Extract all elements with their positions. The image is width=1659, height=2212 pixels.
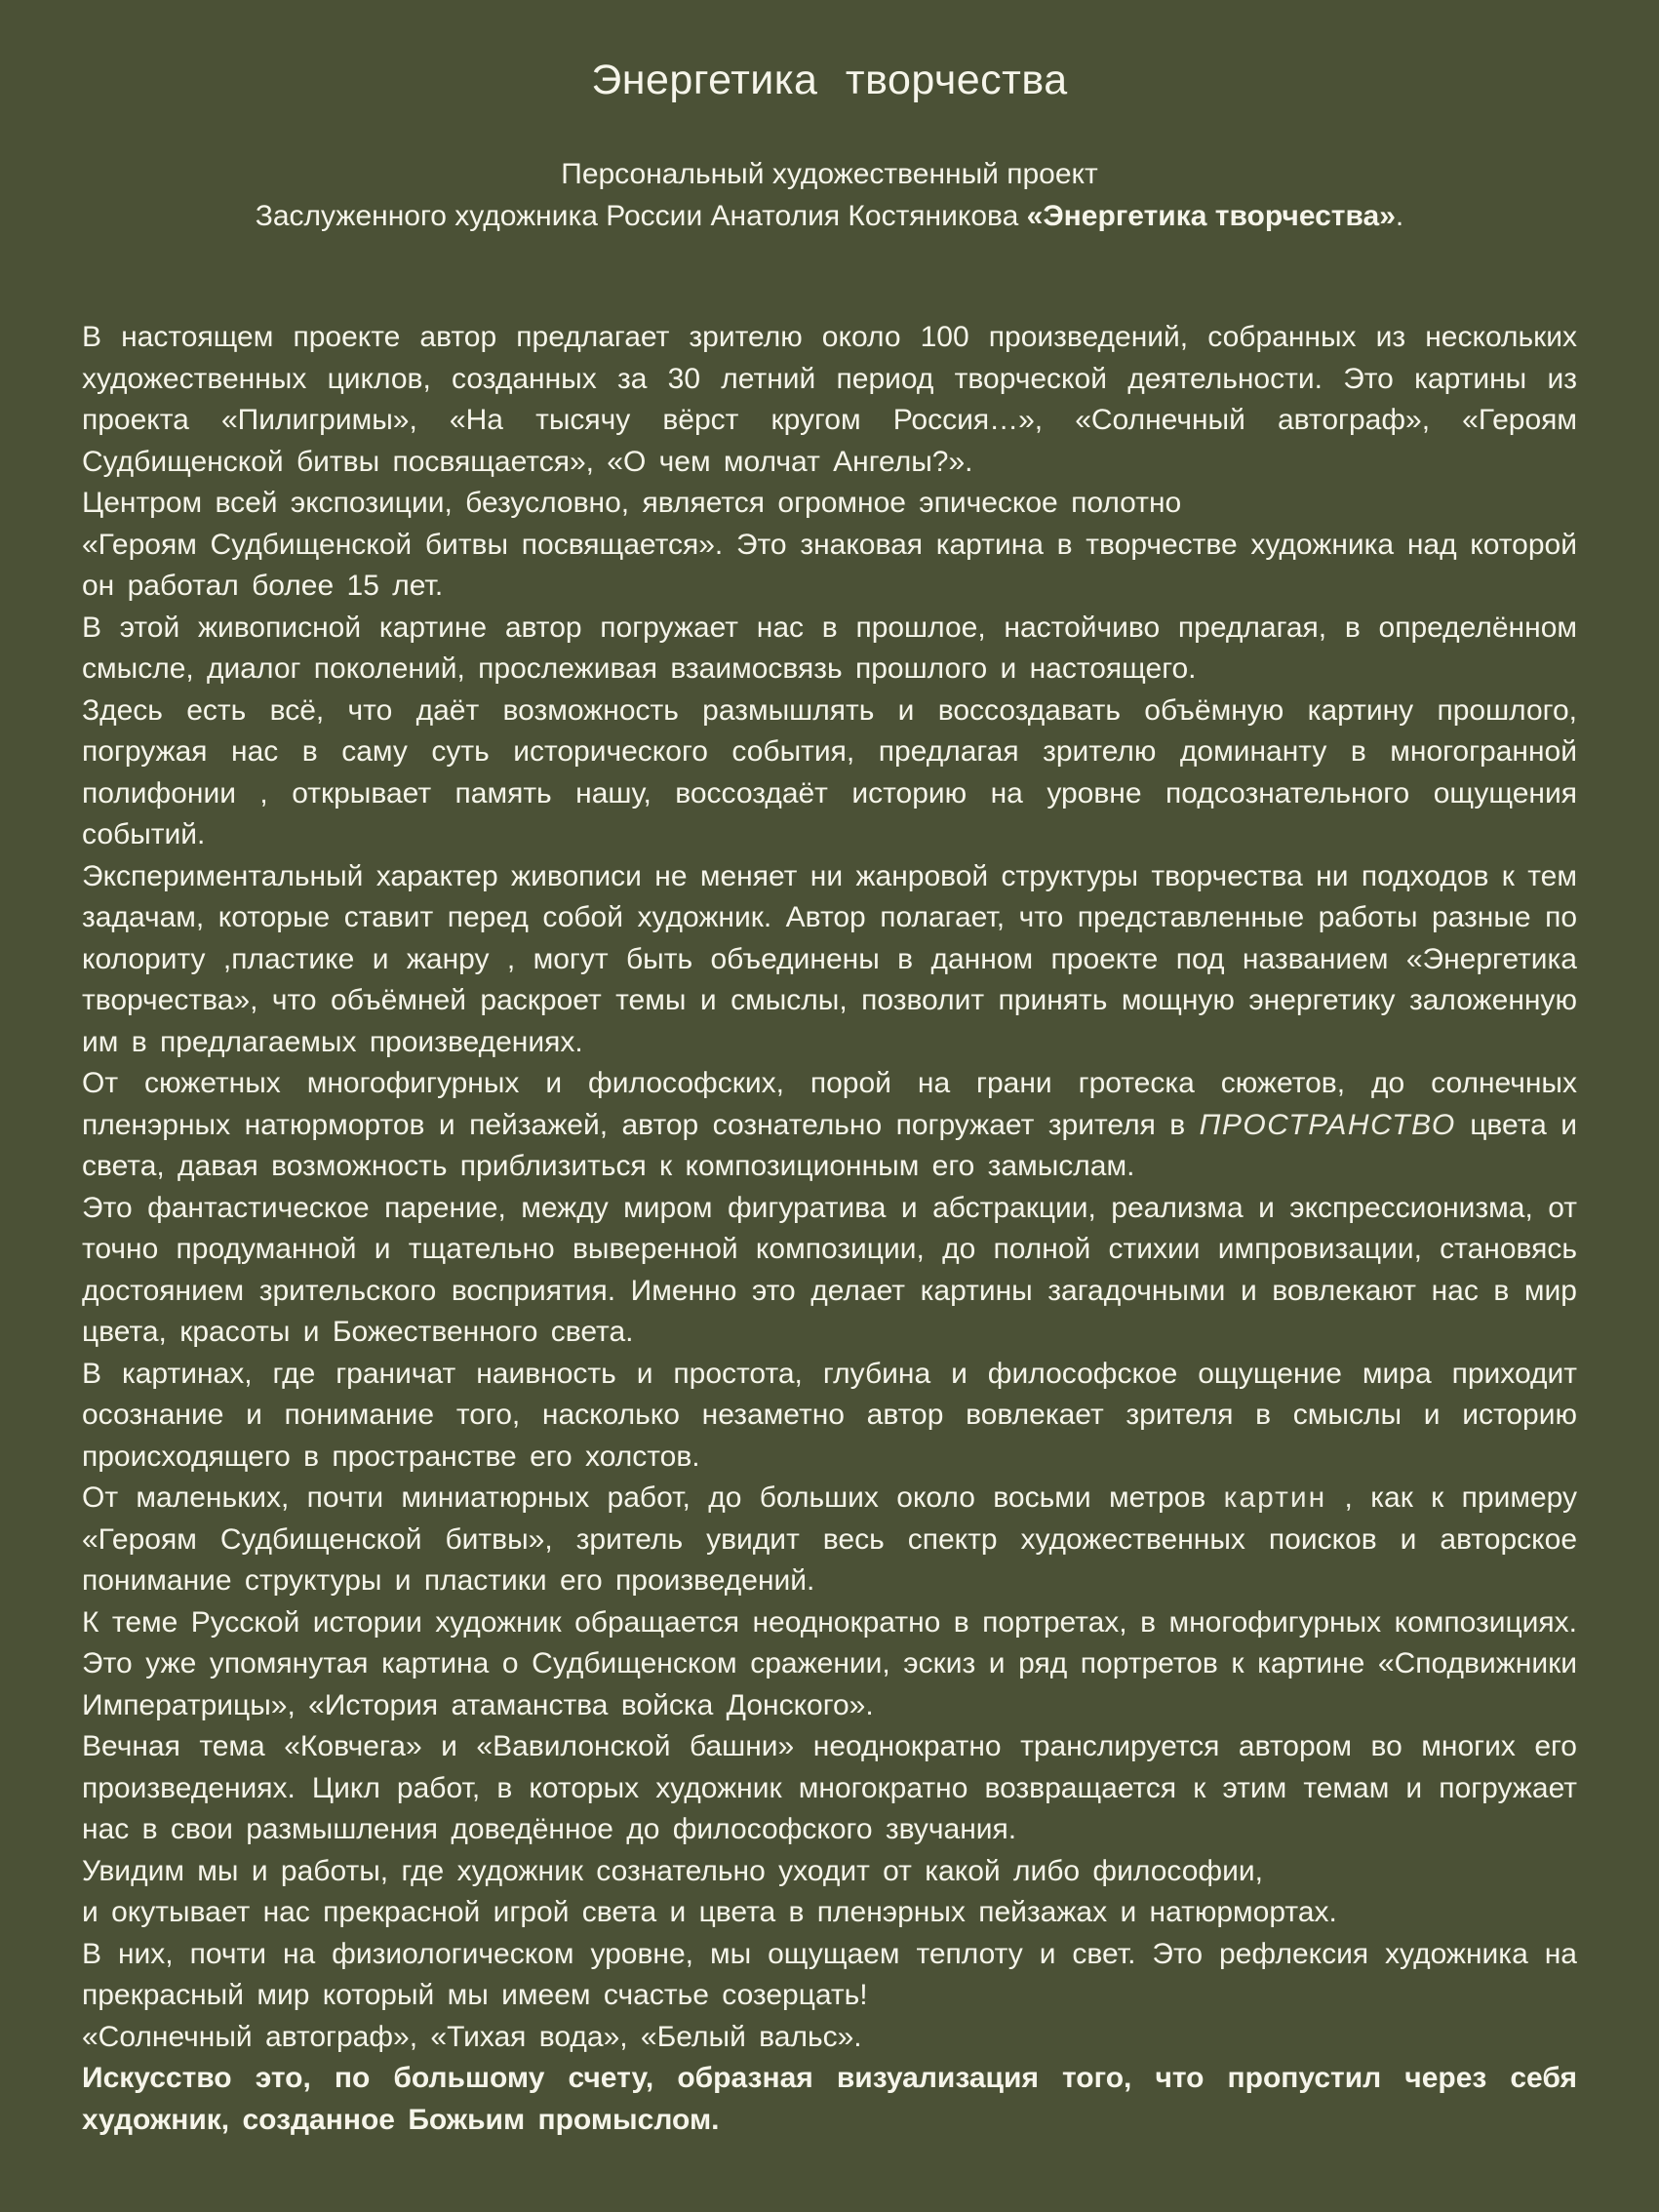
text-segment: Экспериментальный характер живописи не меняет ни жанровой структуры творчества ни подходов к тем задачам, которые ставит перед собой художник. Автор полагает, что представленные работы разные по колориту ,пластике и жанру , могут быть объединены в данном проекте под названием «Энергетика творчества», что объёмней раскроет темы и смыслы, позволит принять мощную энергетику заложенную им в предлагаемых произведениях. [82, 859, 1577, 1058]
text-segment: Это фантастическое парение, между миром фигуратива и абстракции, реализма и экспрессионизма, от точно продуманной и тщательно выверенной композиции, до полной стихии импровизации, становясь достоянием зрительского восприятия. Именно это делает картины загадочными и вовлекают нас в мир цвета, красоты и Божественного света. [82, 1191, 1577, 1348]
body-paragraph [82, 856, 1577, 1064]
body-paragraph [82, 1851, 1577, 1893]
body-paragraph [82, 691, 1577, 856]
body-paragraph [82, 1478, 1577, 1602]
text-segment: От сюжетных многофигурных и философских, порой на грани гротеска сюжетов, до солнечных пленэрных натюрмортов и пейзажей, автор сознательно погружает зрителя в [82, 1067, 1577, 1141]
page-title: Энергетика творчества [591, 57, 1068, 103]
text-segment: Здесь есть всё, что даёт возможность размышлять и воссоздавать объёмную картину прошлого, погружая нас в саму суть исторического события, предлагая зрителю доминанту в многогранной полифонии , открывает память нашу, воссоздаёт историю на уровне подсознательного ощущения событий. [82, 693, 1577, 850]
body-paragraph [82, 317, 1577, 483]
text-segment: «Солнечный автограф», «Тихая вода», «Белый вальс». [82, 2020, 862, 2053]
text-segment: ПРОСТРАНСТВО [1199, 1108, 1456, 1141]
body-paragraph [82, 2017, 1577, 2059]
text-segment: Искусство это, по большому счету, образная визуализация того, что пропустил через себя художник, созданное Божьим промыслом. [82, 2062, 1577, 2136]
text-segment: Вечная тема «Ковчега» и «Вавилонской башни» неоднократно транслируется автором во многих его произведениях. Цикл работ, в которых художник многократно возвращается к этим темам и погружает нас в свои размышления доведённое до философского звучания. [82, 1730, 1577, 1845]
body-paragraph [82, 1188, 1577, 1354]
text-segment: К теме Русской истории художник обращается неоднократно в портретах, в многофигурных композициях. Это уже упомянутая картина о Судбищенском сражении, эскиз и ряд портретов к картине «Сподвижники Императрицы», «История атаманства войска Донского». [82, 1605, 1577, 1721]
body-paragraph [82, 483, 1577, 525]
body-paragraph [82, 1602, 1577, 1727]
text-segment: Заслуженного художника России Анатолия Костяникова [255, 200, 1027, 232]
body-paragraph [82, 1934, 1577, 2017]
text-segment: В них, почти на физиологическом уровне, мы ощущаем теплоту и свет. Это рефлексия художника на прекрасный мир который мы имеем счастье созерцать! [82, 1937, 1577, 2011]
text-segment: «Энергетика творчества» [1026, 200, 1396, 232]
text-segment: От маленьких, почти миниатюрных работ, до больших около восьми метров [82, 1481, 1224, 1514]
text-segment: В настоящем проекте автор предлагает зрителю около 100 произведений, собранных из нескольких художественных циклов, созданных за 30 летний период творческой деятельности. Это картины из проекта «Пилигримы», «На тысячу вёрст кругом Россия…», «Солнечный автограф», «Героям Судбищенской битвы посвящается», «О чем молчат Ангелы?». [82, 321, 1577, 478]
document-body [82, 317, 1577, 2141]
text-segment: В картинах, где граничат наивность и простота, глубина и философское ощущение мира приходит осознание и понимание того, насколько незаметно автор вовлекает зрителя в смыслы и историю происходящего в пространстве его холстов. [82, 1357, 1577, 1473]
text-segment: «Героям Судбищенской битвы посвящается». Это знаковая картина в творчестве художника над которой он работал более 15 лет. [82, 528, 1577, 602]
text-segment: В этой живописной картине автор погружает нас в прошлое, настойчиво предлагая, в определённом смысле, диалог поколений, прослеживая взаимосвязь прошлого и настоящего. [82, 611, 1577, 685]
subtitle-line-1: Персональный художественный проект [561, 158, 1098, 190]
subtitle-line-2 [82, 195, 1577, 237]
body-paragraph [82, 1726, 1577, 1851]
body-paragraph [82, 1354, 1577, 1479]
subtitle-block [82, 153, 1577, 237]
body-paragraph [82, 1063, 1577, 1188]
text-segment: Увидим мы и работы, где художник сознательно уходит от какой либо философии, [82, 1854, 1263, 1887]
text-segment: , как к примеру «Героям Судбищенской битвы», зритель увидит весь спектр художественных поисков и авторское понимание структуры и пластики его произведений. [82, 1481, 1577, 1597]
text-segment: и окутывает нас прекрасной игрой света и цвета в пленэрных пейзажах и натюрмортах. [82, 1896, 1337, 1928]
body-paragraph [82, 2058, 1577, 2141]
text-segment: картин [1223, 1481, 1327, 1514]
text-segment: цвета и света, давая возможность приблизиться к композиционным его замыслам. [82, 1108, 1577, 1182]
text-segment: Центром всей экспозиции, безусловно, является огромное эпическое полотно [82, 487, 1182, 519]
body-paragraph [82, 1892, 1577, 1934]
body-paragraph [82, 608, 1577, 691]
text-segment: . [1395, 200, 1404, 232]
body-paragraph [82, 525, 1577, 608]
